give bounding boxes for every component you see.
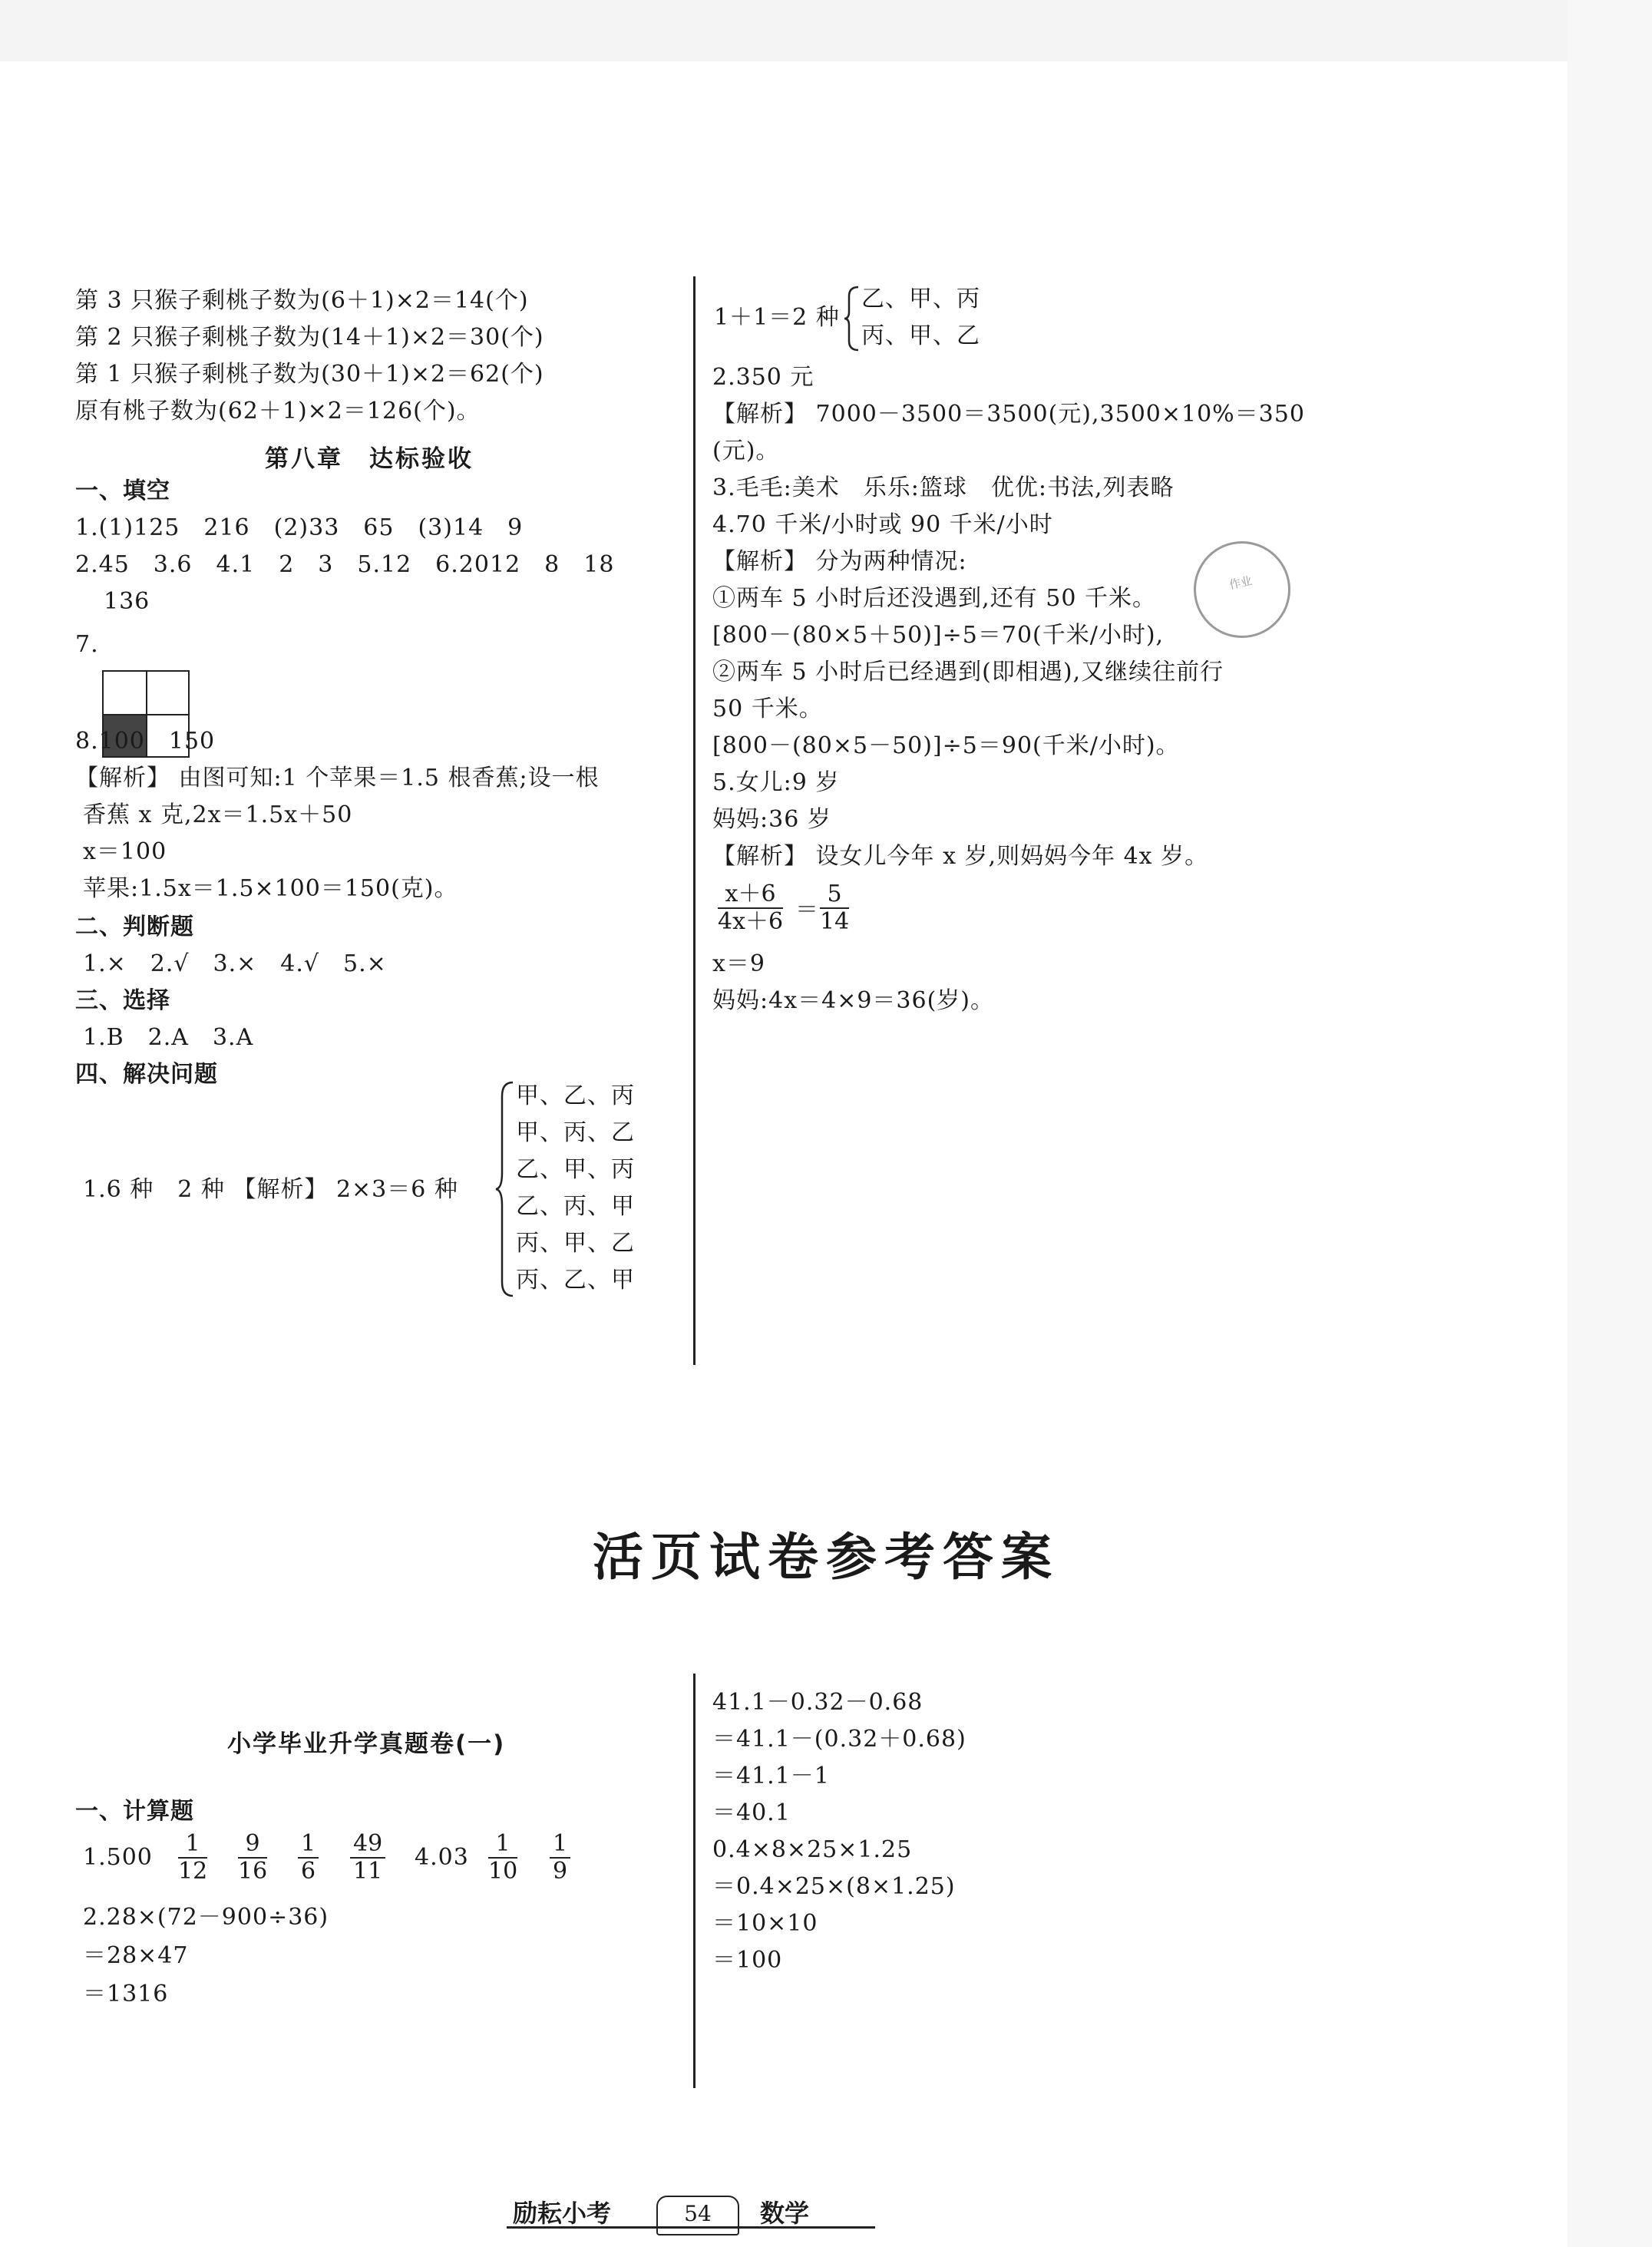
stamp-seal: 作业 — [1184, 532, 1299, 646]
analysis-line: 香蕉 x 克,2x＝1.5x＋50 — [83, 801, 353, 828]
page-right-shade — [1568, 0, 1652, 2247]
answer-line: 7. — [75, 631, 99, 658]
exam-title: 小学毕业升学真题卷(一) — [227, 1730, 506, 1758]
answer-line: 1.(1)125 216 (2)33 65 (3)14 9 — [75, 514, 524, 541]
answer-line: 4.03 — [415, 1844, 469, 1871]
answer-line: 8.100 150 — [75, 728, 216, 755]
fraction: $\frac{49}{11}$ — [350, 1831, 385, 1885]
answer-line: 3.毛毛:美术 乐乐:篮球 优优:书法,列表略 — [712, 474, 1175, 501]
answer-line: 1.× 2.√ 3.× 4.√ 5.× — [83, 950, 387, 977]
calc-line: ＝41.1－1 — [712, 1763, 830, 1789]
calc-line: ＝10×10 — [712, 1910, 818, 1937]
list-item: 丙、甲、乙 — [516, 1230, 635, 1257]
answer-line: 1＋1＝2 种 — [714, 304, 840, 331]
analysis-line: [800－(80×5＋50)]÷5＝70(千米/小时), — [712, 622, 1165, 649]
section-big-title: 活页试卷参考答案 — [593, 1527, 1059, 1587]
fraction: $\frac{1}{9}$ — [550, 1831, 570, 1885]
section-heading: 一、填空 — [75, 477, 170, 504]
list-item: 甲、乙、丙 — [516, 1082, 635, 1109]
list-item: 丙、甲、乙 — [861, 322, 980, 349]
calc-line: 2.28×(72－900÷36) — [83, 1904, 329, 1931]
analysis-line: 苹果:1.5x＝1.5×100＝150(克)。 — [83, 875, 458, 902]
fraction-numerator: 5 — [820, 881, 849, 909]
answer-line: 1.500 — [83, 1844, 153, 1871]
list-item: 乙、甲、丙 — [516, 1156, 635, 1183]
equals-sign: ＝ — [795, 897, 819, 924]
list-item: 乙、丙、甲 — [516, 1193, 635, 1220]
list-item: 丙、乙、甲 — [516, 1267, 635, 1294]
calc-line: ＝0.4×25×(8×1.25) — [712, 1873, 956, 1900]
fraction: $\frac{1}{10}$ — [488, 1830, 518, 1885]
fraction: $\frac{9}{16}$ — [238, 1830, 268, 1885]
calc-line: ＝100 — [712, 1947, 783, 1974]
analysis-line: 【解析】 由图可知:1 个苹果＝1.5 根香蕉;设一根 — [75, 765, 600, 791]
answer-line: 1.B 2.A 3.A — [83, 1024, 254, 1051]
list-item: 甲、丙、乙 — [516, 1119, 635, 1146]
page-top-shade — [0, 0, 1652, 61]
footer-brand: 励耘小考 — [513, 2199, 612, 2228]
calc-line: ＝28×47 — [83, 1942, 189, 1969]
fraction-numerator: x＋6 — [718, 881, 783, 909]
analysis-line: x＝100 — [83, 838, 167, 865]
brace-icon — [494, 1081, 516, 1297]
calc-line: 41.1－0.32－0.68 — [712, 1689, 923, 1716]
footer-subject: 数学 — [760, 2199, 810, 2228]
page-number: 54 — [656, 2196, 739, 2235]
answer-line: 5.女儿:9 岁 — [712, 769, 840, 796]
analysis-line: 【解析】 7000－3500＝3500(元),3500×10%＝350 — [712, 401, 1305, 428]
analysis-line: [800－(80×5－50)]÷5＝90(千米/小时)。 — [712, 732, 1180, 759]
brace-icon — [843, 286, 860, 352]
analysis-line: ②两车 5 小时后已经遇到(即相遇),又继续往前行 — [712, 659, 1224, 686]
column-divider — [693, 1674, 695, 2088]
calc-line: ＝41.1－(0.32＋0.68) — [712, 1726, 966, 1753]
column-divider — [693, 276, 695, 1365]
fraction: $\frac{1}{6}$ — [298, 1831, 319, 1885]
text-line: 原有桃子数为(62＋1)×2＝126(个)。 — [75, 398, 481, 425]
answer-line: 1.6 种 2 种 【解析】 2×3＝6 种 — [83, 1176, 458, 1203]
answer-line: 妈妈:4x＝4×9＝36(岁)。 — [712, 987, 995, 1014]
analysis-line: 【解析】 分为两种情况: — [712, 548, 967, 575]
section-heading: 一、计算题 — [75, 1798, 194, 1825]
section-heading: 四、解决问题 — [75, 1061, 218, 1088]
fraction — [718, 881, 783, 935]
analysis-line: 50 千米。 — [712, 696, 823, 722]
answer-line: 136 — [104, 588, 150, 615]
answer-line: 2.350 元 — [712, 364, 814, 391]
calc-line: 0.4×8×25×1.25 — [712, 1836, 913, 1863]
fraction-denominator: 4x＋6 — [718, 908, 784, 935]
answer-line: 妈妈:36 岁 — [712, 806, 831, 833]
analysis-line: ①两车 5 小时后还没遇到,还有 50 千米。 — [712, 585, 1156, 612]
text-line: 第 3 只猴子剩桃子数为(6＋1)×2＝14(个) — [75, 287, 529, 314]
answer-line: 2.45 3.6 4.1 2 3 5.12 6.2012 8 18 — [75, 551, 615, 578]
text-line: 第 2 只猴子剩桃子数为(14＋1)×2＝30(个) — [75, 324, 544, 351]
calc-line: ＝40.1 — [712, 1799, 791, 1826]
list-item: 乙、甲、丙 — [861, 286, 980, 312]
analysis-line: 【解析】 设女儿今年 x 岁,则妈妈今年 4x 岁。 — [712, 843, 1209, 870]
fraction: $\frac{1}{12}$ — [178, 1830, 208, 1885]
fraction-denominator: 14 — [820, 908, 850, 935]
analysis-line: (元)。 — [712, 438, 780, 464]
chapter-title: 第八章 达标验收 — [265, 445, 474, 473]
fraction — [820, 881, 849, 935]
text-line: 第 1 只猴子剩桃子数为(30＋1)×2＝62(个) — [75, 361, 544, 388]
section-heading: 三、选择 — [75, 987, 170, 1014]
answer-line: 4.70 千米/小时或 90 千米/小时 — [712, 511, 1053, 538]
section-heading: 二、判断题 — [75, 914, 194, 940]
calc-line: ＝1316 — [83, 1981, 169, 2007]
answer-line: x＝9 — [712, 950, 766, 977]
